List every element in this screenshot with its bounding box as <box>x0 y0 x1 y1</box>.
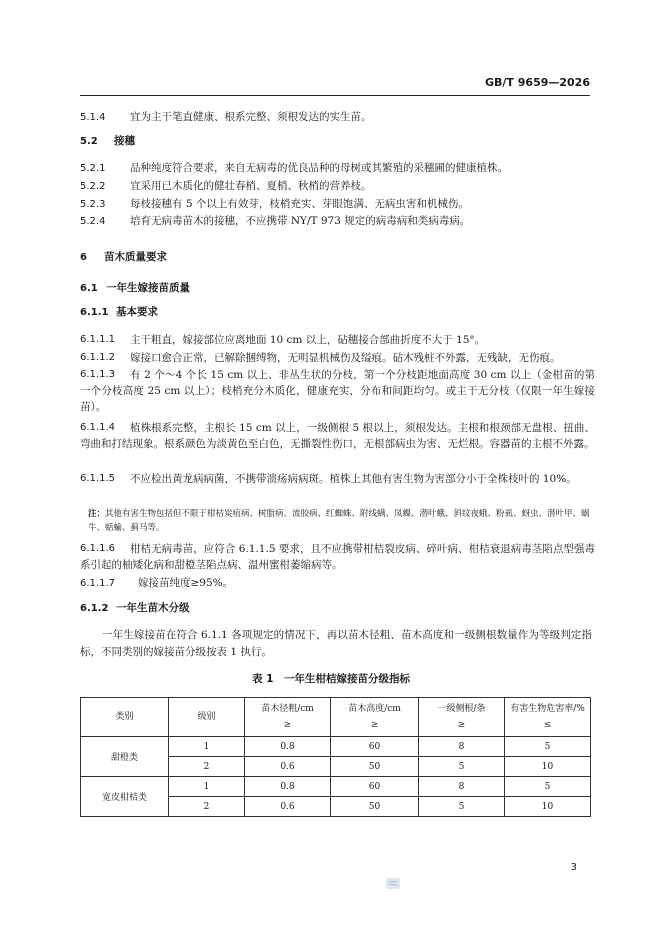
clause-number: 6.1.1.7 <box>80 578 115 589</box>
heading-title: 苗木质量要求 <box>104 251 167 263</box>
header-diameter <box>245 698 331 737</box>
clause-text: 宜采用已木质化的健壮春梢、夏梢、秋梢的营养枝。 <box>130 180 372 192</box>
table-caption: 表 1 一年生柑桔嫁接苗分级指标 <box>252 673 410 685</box>
heading-title: 一年生苗木分级 <box>116 602 190 614</box>
header-roots-label: 一级侧根/条 <box>437 704 486 714</box>
header-height-label: 苗木高度/cm <box>348 704 401 714</box>
header-pest-label: 有害生物危害率/% <box>510 704 585 714</box>
clause-text: 每枝接穗有 5 个以上有效芽，枝梢充实、芽眼饱满、无病虫害和机械伤。 <box>130 198 469 210</box>
paragraph-6-1-2: 一年生嫁接苗在符合 6.1.1 各项规定的情况下，再以苗木径粗、苗木高度和一级侧根数量作为等级判定指标，不同类别的嫁接苗分级按表 1 执行。 <box>80 629 592 658</box>
clause-text: 品种纯度符合要求，来自无病毒的优良品种的母树或其繁殖的采穗圃的健康植株。 <box>130 162 508 174</box>
clause-text: 植株根系完整，主根长 15 cm 以上，一级侧根 5 根以上，须根发达。主根和根颈部无盘根、扭曲、弯曲和打结现象。根系颜色为淡黄色至白色，无撕裂性伤口，无根部病虫为害、无烂根。容器苗的主根不外露。 <box>80 422 595 450</box>
roots-cell: 8 <box>419 737 505 757</box>
heading-5-2 <box>80 134 595 149</box>
header-pest <box>505 698 591 737</box>
watermark-logo-icon <box>386 878 400 889</box>
note <box>88 507 593 535</box>
clause-text: 柑桔无病毒苗，应符合 6.1.1.5 要求，且不应携带柑桔裂皮病、碎叶病、柑桔衰退病毒茎陷点型强毒系引起的柚矮化病和甜橙茎陷点病、温州蜜柑萎缩病等。 <box>80 543 595 571</box>
table-row <box>81 737 591 757</box>
clause-6-1-1-6 <box>80 541 595 573</box>
header-roots-op: ≥ <box>457 720 466 730</box>
grade-cell: 2 <box>169 757 245 777</box>
clause-number: 6.1.1.4 <box>80 422 115 433</box>
pest-cell: 5 <box>505 777 591 797</box>
height-cell: 60 <box>331 777 419 797</box>
clause-text: 培育无病毒苗木的接穗，不应携带 NY/T 973 规定的病毒病和类病毒病。 <box>130 215 471 227</box>
heading-number: 5.2 <box>80 136 98 147</box>
header-height <box>331 698 419 737</box>
clause-6-1-1-1 <box>80 332 595 348</box>
clause-number: 6.1.1.1 <box>80 334 115 345</box>
header-category: 类别 <box>81 698 169 737</box>
heading-6-1-1 <box>80 305 595 320</box>
clause-6-1-1-7 <box>80 576 595 591</box>
heading-6-1-2 <box>80 601 595 616</box>
heading-number: 6.1 <box>80 283 98 294</box>
note-lead: 注： <box>88 509 106 519</box>
clause-text: 宜为主干笔直健康、根系完整、须根发达的实生苗。 <box>130 111 372 123</box>
pest-cell: 10 <box>505 757 591 777</box>
clause-number: 5.2.1 <box>80 163 106 174</box>
clause-text: 嫁接苗纯度≥95%。 <box>138 577 234 589</box>
height-cell: 60 <box>331 737 419 757</box>
header-roots <box>419 698 505 737</box>
clause-number: 5.2.2 <box>80 181 106 192</box>
roots-cell: 5 <box>419 797 505 817</box>
table-header-row <box>81 698 591 737</box>
document-number: GB/T 9659—2026 <box>485 76 590 89</box>
grade-cell: 1 <box>169 737 245 757</box>
category-cell: 甜橙类 <box>81 737 169 777</box>
clause-number: 5.2.3 <box>80 199 106 210</box>
clause-text: 有 2 个～4 个长 15 cm 以上、非丛生状的分枝，第一个分枝距地面高度 30 cm 以上（金柑苗的第一个分枝高度 25 cm 以上）；枝梢充分木质化，健康充实，分布和间距均匀。或主干无分枝（仅限一年生嫁接苗）。 <box>80 369 595 413</box>
header-height-op: ≥ <box>370 720 379 730</box>
roots-cell: 5 <box>419 757 505 777</box>
clause-5-1-4 <box>80 110 595 125</box>
pest-cell: 5 <box>505 737 591 757</box>
clause-text: 嫁接口愈合正常，已解除捆缚物，无明显机械伤及缢痕。砧木残桩不外露，无残缺，无伤痕。 <box>130 352 561 364</box>
heading-title: 接穗 <box>114 135 135 147</box>
header-grade: 级别 <box>169 698 245 737</box>
heading-number: 6 <box>80 252 87 263</box>
header-rule <box>80 95 590 96</box>
height-cell: 50 <box>331 757 419 777</box>
clause-5-2-3 <box>80 197 595 212</box>
clause-number: 6.1.1.5 <box>80 473 115 484</box>
diameter-cell: 0.8 <box>245 737 331 757</box>
table-row <box>81 777 591 797</box>
clause-6-1-1-3 <box>80 367 595 415</box>
clause-number: 5.2.4 <box>80 216 106 227</box>
pest-cell: 10 <box>505 797 591 817</box>
roots-cell: 8 <box>419 777 505 797</box>
clause-text: 主干粗直，嫁接部位应离地面 10 cm 以上，砧穗接合部曲折度不大于 15°。 <box>130 334 486 346</box>
clause-text: 不应检出黄龙病病菌，不携带溃疡病病斑。植株上其他有害生物为害部分小于全株枝叶的 10%。 <box>130 473 577 485</box>
heading-number: 6.1.2 <box>80 603 109 614</box>
clause-5-2-4 <box>80 214 595 229</box>
diameter-cell: 0.6 <box>245 757 331 777</box>
diameter-cell: 0.8 <box>245 777 331 797</box>
category-cell: 宽皮柑桔类 <box>81 777 169 817</box>
header-pest-op: ≤ <box>543 720 552 730</box>
clause-number: 5.1.4 <box>80 112 106 123</box>
clause-5-2-1 <box>80 161 595 176</box>
clause-number: 6.1.1.6 <box>80 543 115 554</box>
clause-6-1-1-5 <box>80 471 595 487</box>
heading-title: 一年生嫁接苗质量 <box>106 282 190 294</box>
heading-6-1 <box>80 281 595 296</box>
note-text: 其他有害生物包括但不限于柑桔炭疽病、树脂病、流胶病、红蜘蛛、附线螨、凤蝶、潜叶蛾、斜纹夜蛾、粉虱、蚜虫、潜叶甲、蜗牛、蛞蝓、蓟马等。 <box>88 509 590 533</box>
clause-6-1-1-4 <box>80 420 595 452</box>
clause-6-1-1-2 <box>80 350 595 366</box>
height-cell: 50 <box>331 797 419 817</box>
clause-5-2-2 <box>80 179 595 194</box>
grade-cell: 1 <box>169 777 245 797</box>
heading-6 <box>80 250 595 265</box>
heading-number: 6.1.1 <box>80 307 109 318</box>
heading-title: 基本要求 <box>116 306 158 318</box>
header-diameter-op: ≥ <box>283 720 292 730</box>
header-diameter-label: 苗木径粗/cm <box>261 704 314 714</box>
page-number: 3 <box>570 862 577 873</box>
diameter-cell: 0.6 <box>245 797 331 817</box>
clause-number: 6.1.1.3 <box>80 369 115 380</box>
grading-table <box>80 697 591 817</box>
clause-number: 6.1.1.2 <box>80 352 115 363</box>
grade-cell: 2 <box>169 797 245 817</box>
